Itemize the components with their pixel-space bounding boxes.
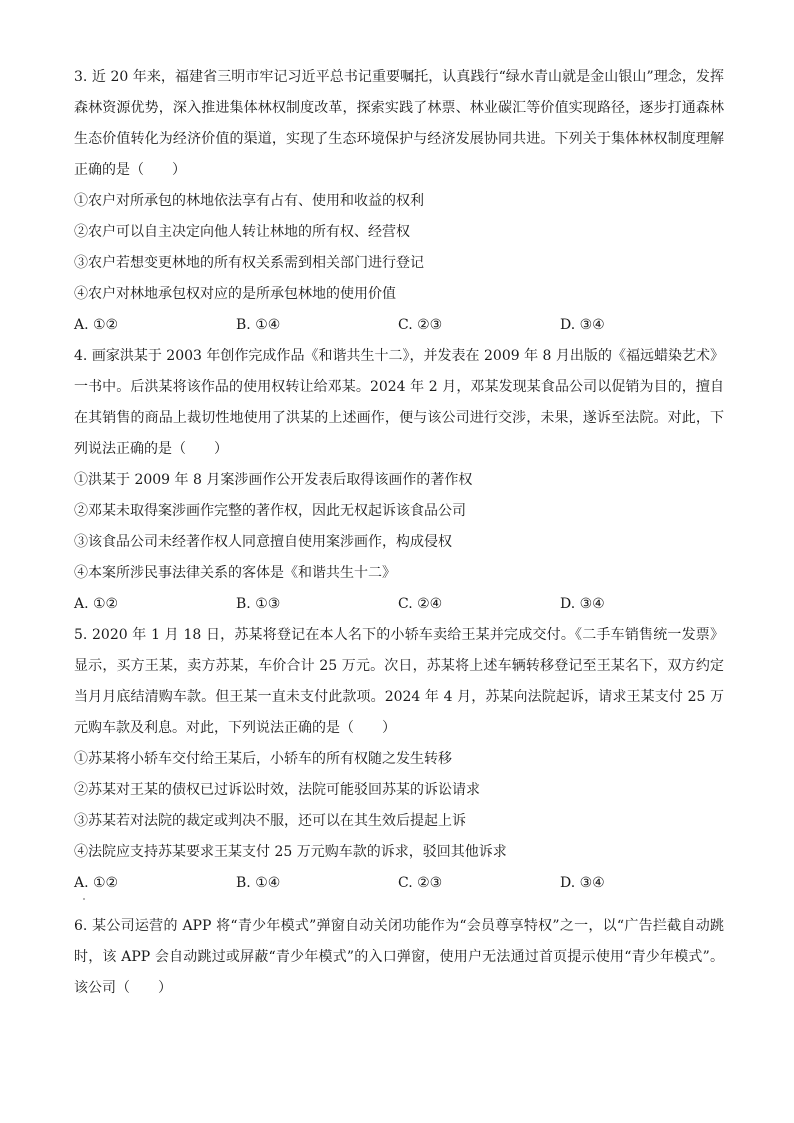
option-c[interactable]: C. ②④ [398,596,443,612]
statement-3: ③农户若想变更林地的所有权关系需到相关部门进行登记 [74,255,424,271]
option-b[interactable]: B. ①④ [236,317,281,333]
statement-4: ④农户对林地承包权对应的是所承包林地的使用价值 [74,286,396,302]
statement-3: ③苏某若对法院的裁定或判决不服，还可以在其生效后提起上诉 [74,813,466,829]
statement-3: ③该食品公司未经著作权人同意擅自使用案涉画作，构成侵权 [74,534,452,550]
statement-2: ②邓某未取得案涉画作完整的著作权，因此无权起诉该食品公司 [74,503,466,519]
option-b[interactable]: B. ①④ [236,875,281,891]
statement-2: ②农户可以自主决定向他人转让林地的所有权、经营权 [74,224,410,240]
statement-4: ④法院应支持苏某要求王某支付 25 万元购车款的诉求，驳回其他诉求 [74,844,507,860]
question-3 [74,62,724,341]
option-a[interactable]: A. ①② [74,875,119,891]
answer-options [74,310,724,341]
answer-options [74,868,724,899]
statement-1: ①苏某将小轿车交付给王某后，小轿车的所有权随之发生转移 [74,751,452,767]
option-c[interactable]: C. ②③ [398,875,443,891]
statement-1: ①农户对所承包的林地依法享有占有、使用和收益的权利 [74,193,424,209]
question-stem: 5. 2020 年 1 月 18 日，苏某将登记在本人名下的小轿车卖给王某并完成交付。《二手车销售统一发票》显示，买方王某，卖方苏某，车价合计 25 万元。次日，苏某将上述车辆转移登记至王某名下，双方约定当月月底结清购车款。但王某一直未支付此款项。2024 年 4 月，苏某向法院起诉，请求王某支付 25 万元购车款及利息。对此，下列说法正确的是（ ） [74,627,724,736]
answer-options [74,589,724,620]
scan-dot [83,898,85,900]
option-a[interactable]: A. ①② [74,317,119,333]
option-d[interactable]: D. ③④ [560,875,605,891]
statement-1: ①洪某于 2009 年 8 月案涉画作公开发表后取得该画作的著作权 [74,472,473,488]
question-5 [74,620,724,899]
question-stem: 6. 某公司运营的 APP 将“青少年模式”弹窗自动关闭功能作为“会员尊享特权”之一，以“广告拦截自动跳时，该 APP 会自动跳过或屏蔽“青少年模式”的入口弹窗，使用户无法通过首页提示使用“青少年模式”。该公司（ ） [74,918,724,996]
question-stem: 3. 近 20 年来，福建省三明市牢记习近平总书记重要嘱托，认真践行“绿水青山就是金山银山”理念，发挥森林资源优势，深入推进集体林权制度改革，探索实践了林票、林业碳汇等价值实现路径，逐步打通森林生态价值转化为经济价值的渠道，实现了生态环境保护与经济发展协同共进。下列关于集体林权制度理解正确的是（ ） [74,69,724,178]
statement-2: ②苏某对王某的债权已过诉讼时效，法院可能驳回苏某的诉讼请求 [74,782,480,798]
option-d[interactable]: D. ③④ [560,317,605,333]
option-b[interactable]: B. ①③ [236,596,281,612]
statement-4: ④本案所涉民事法律关系的客体是《和谐共生十二》 [74,565,396,581]
option-d[interactable]: D. ③④ [560,596,605,612]
question-4 [74,341,724,620]
question-stem: 4. 画家洪某于 2003 年创作完成作品《和谐共生十二》，并发表在 2009 年 8 月出版的《福远蜡染艺术》一书中。后洪某将该作品的使用权转让给邓某。2024 年 2 月，邓某发现某食品公司以促销为目的，擅自在其销售的商品上裁切性地使用了洪某的上述画作，便与该公司进行交涉，未果，遂诉至法院。对此，下列说法正确的是（ ） [74,348,724,457]
option-c[interactable]: C. ②③ [398,317,443,333]
option-a[interactable]: A. ①② [74,596,119,612]
question-6 [74,911,724,1004]
exam-page [74,62,724,1004]
